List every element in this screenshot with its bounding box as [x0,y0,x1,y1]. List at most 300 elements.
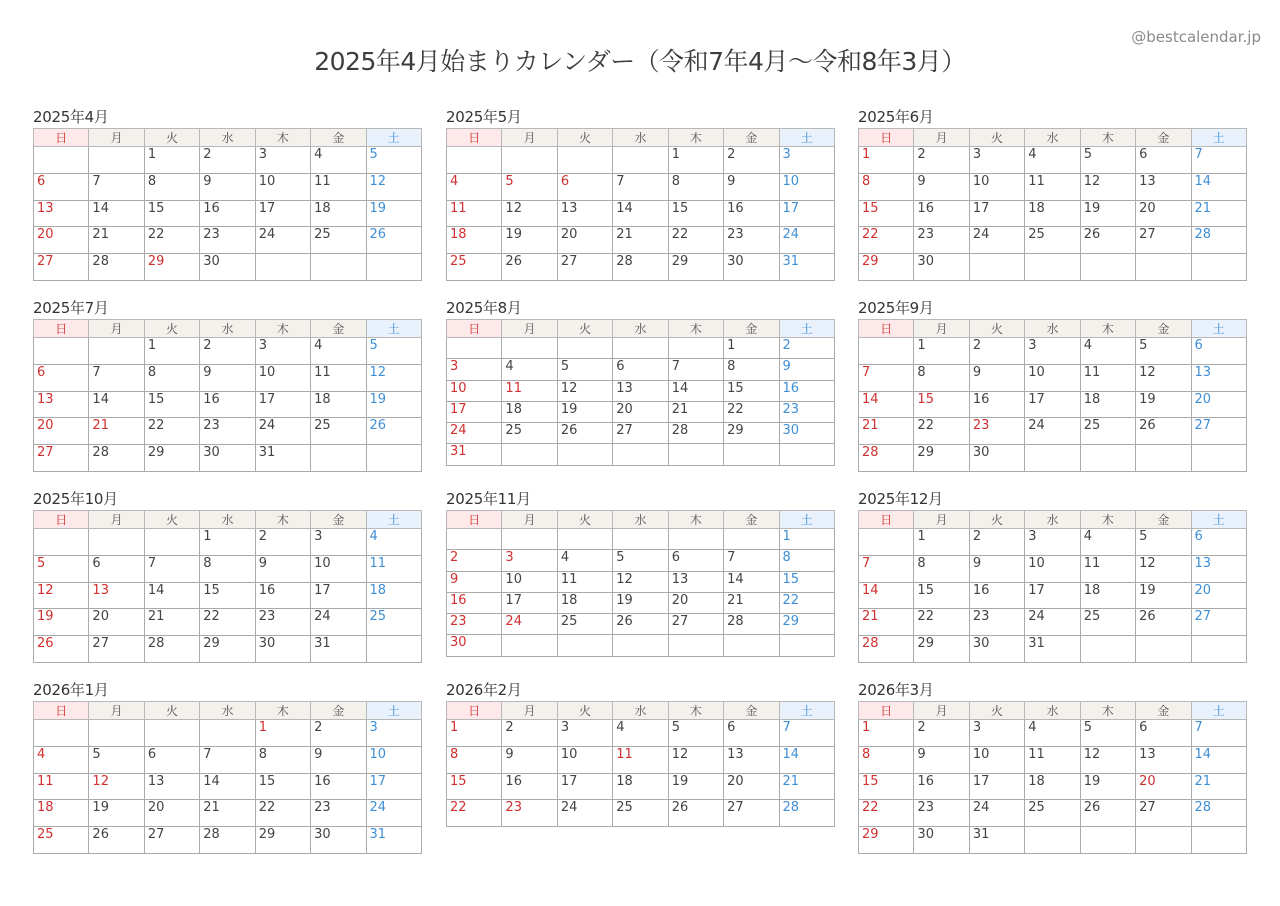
day-cell: 10 [557,746,612,773]
day-cell: 16 [255,582,310,609]
week-row [447,614,835,635]
day-cell: 8 [144,173,199,200]
day-cell: 19 [89,800,144,827]
weekday-header-row [859,702,1247,720]
day-cell: 7 [1191,147,1246,174]
month-title: 2025年11月 [446,490,531,508]
weekday-header: 水 [1025,511,1080,529]
weekday-header: 日 [447,702,502,720]
day-cell: 8 [724,359,779,380]
day-cell: 22 [668,227,723,254]
day-cell: 16 [200,200,255,227]
month-title: 2025年12月 [858,490,943,508]
day-cell: 21 [1191,200,1246,227]
day-cell: 28 [724,614,779,635]
weekday-header-row [34,702,422,720]
month-calendar [33,489,422,663]
day-cell: 19 [668,773,723,800]
day-cell: 18 [366,582,421,609]
weekday-header: 日 [859,129,914,147]
day-cell: 29 [779,614,834,635]
day-cell: 17 [502,592,557,613]
day-cell: 20 [724,773,779,800]
day-cell: 24 [557,800,612,827]
empty-day-cell [502,529,557,550]
empty-day-cell [447,338,502,359]
empty-day-cell [1025,254,1080,281]
day-cell: 3 [1025,529,1080,556]
day-cell: 5 [1136,529,1191,556]
week-row [447,444,835,465]
week-row [447,147,835,174]
day-cell: 25 [311,227,366,254]
day-cell: 9 [724,173,779,200]
week-row [859,364,1247,391]
day-cell: 2 [914,147,969,174]
month-title: 2025年8月 [446,299,522,317]
day-cell: 7 [668,359,723,380]
day-cell: 17 [969,200,1024,227]
day-cell: 18 [1080,391,1135,418]
day-cell: 4 [502,359,557,380]
day-cell: 21 [89,227,144,254]
day-cell: 15 [914,391,969,418]
month-title: 2025年10月 [33,490,118,508]
weekday-header: 木 [255,702,310,720]
day-cell: 13 [668,571,723,592]
day-cell: 22 [779,592,834,613]
day-cell: 7 [144,555,199,582]
weekday-header: 金 [1136,129,1191,147]
day-cell: 26 [34,636,89,663]
weekday-header: 火 [969,511,1024,529]
empty-day-cell [779,444,834,465]
day-cell: 26 [89,827,144,854]
day-cell: 18 [1080,582,1135,609]
day-cell: 28 [89,254,144,281]
empty-day-cell [557,338,612,359]
day-cell: 10 [311,555,366,582]
day-cell: 3 [779,147,834,174]
day-cell: 15 [914,582,969,609]
day-cell: 30 [969,445,1024,472]
week-row [447,359,835,380]
day-cell: 28 [779,800,834,827]
day-cell: 26 [366,418,421,445]
week-row [447,571,835,592]
weekday-header: 金 [724,511,779,529]
day-cell: 17 [779,200,834,227]
empty-day-cell [200,720,255,747]
day-cell: 12 [366,364,421,391]
day-cell: 17 [1025,582,1080,609]
week-row [34,227,422,254]
day-cell: 11 [366,555,421,582]
day-cell: 7 [613,173,668,200]
day-cell: 12 [1136,364,1191,391]
weekday-header: 木 [1080,702,1135,720]
day-cell: 29 [200,636,255,663]
day-cell: 12 [502,200,557,227]
empty-day-cell [502,635,557,656]
week-row [447,173,835,200]
day-cell: 28 [613,254,668,281]
weekday-header: 月 [89,702,144,720]
day-cell: 10 [255,173,310,200]
empty-day-cell [1025,445,1080,472]
day-cell: 3 [502,550,557,571]
day-cell: 26 [1136,418,1191,445]
month-calendar [33,680,422,854]
month-title: 2025年7月 [33,299,109,317]
empty-day-cell [668,338,723,359]
weekday-header-row [859,320,1247,338]
day-cell: 19 [1080,200,1135,227]
day-cell: 22 [724,401,779,422]
empty-day-cell [34,338,89,365]
day-cell: 26 [502,254,557,281]
day-cell: 6 [89,555,144,582]
day-cell: 13 [34,200,89,227]
empty-day-cell [89,720,144,747]
day-cell: 19 [557,401,612,422]
weekday-header: 水 [200,129,255,147]
day-cell: 21 [1191,773,1246,800]
day-cell: 3 [366,720,421,747]
day-cell: 4 [1080,529,1135,556]
empty-day-cell [1080,445,1135,472]
day-cell: 24 [447,423,502,444]
week-row [859,227,1247,254]
day-cell: 19 [1136,582,1191,609]
day-cell: 15 [779,571,834,592]
day-cell: 20 [1136,200,1191,227]
day-cell: 9 [200,364,255,391]
day-cell: 27 [34,445,89,472]
week-row [34,338,422,365]
day-cell: 11 [1080,555,1135,582]
day-cell: 14 [668,380,723,401]
day-cell: 25 [366,609,421,636]
empty-day-cell [502,444,557,465]
empty-day-cell [779,635,834,656]
day-cell: 11 [311,364,366,391]
day-cell: 12 [668,746,723,773]
day-cell: 31 [1025,636,1080,663]
day-cell: 13 [144,773,199,800]
day-cell: 18 [557,592,612,613]
day-cell: 9 [969,364,1024,391]
day-cell: 25 [502,423,557,444]
day-cell: 20 [34,227,89,254]
day-cell: 1 [668,147,723,174]
day-cell: 9 [447,571,502,592]
week-row [447,773,835,800]
day-cell: 5 [1080,147,1135,174]
day-cell: 18 [311,200,366,227]
weekday-header: 日 [34,511,89,529]
day-cell: 12 [34,582,89,609]
day-cell: 23 [311,800,366,827]
day-cell: 2 [502,720,557,747]
empty-day-cell [366,254,421,281]
week-row [34,200,422,227]
day-cell: 10 [969,746,1024,773]
day-cell: 17 [255,200,310,227]
day-cell: 28 [859,636,914,663]
day-cell: 19 [1080,773,1135,800]
day-cell: 7 [779,720,834,747]
day-cell: 6 [1136,720,1191,747]
day-cell: 31 [311,636,366,663]
day-cell: 12 [613,571,668,592]
day-cell: 23 [914,800,969,827]
day-cell: 27 [613,423,668,444]
day-cell: 15 [144,391,199,418]
empty-day-cell [613,147,668,174]
weekday-header: 金 [311,129,366,147]
week-row [34,827,422,854]
day-cell: 20 [668,592,723,613]
day-cell: 11 [447,200,502,227]
day-cell: 27 [1136,800,1191,827]
empty-day-cell [89,147,144,174]
day-cell: 16 [969,391,1024,418]
week-row [859,418,1247,445]
day-cell: 10 [502,571,557,592]
day-cell: 5 [34,555,89,582]
day-cell: 13 [1136,173,1191,200]
week-row [34,147,422,174]
empty-day-cell [34,529,89,556]
weekday-header: 火 [969,129,1024,147]
week-row [859,200,1247,227]
day-cell: 8 [447,746,502,773]
month-calendar [446,489,835,657]
day-cell: 23 [724,227,779,254]
day-cell: 27 [89,636,144,663]
day-cell: 3 [557,720,612,747]
day-cell: 16 [724,200,779,227]
month-grid [858,701,1247,854]
day-cell: 14 [779,746,834,773]
month-title: 2026年2月 [446,681,522,699]
day-cell: 1 [255,720,310,747]
day-cell: 20 [1191,391,1246,418]
day-cell: 15 [255,773,310,800]
weekday-header: 火 [557,511,612,529]
day-cell: 22 [255,800,310,827]
day-cell: 14 [613,200,668,227]
empty-day-cell [34,720,89,747]
month-calendar [858,680,1247,854]
empty-day-cell [447,529,502,550]
site-watermark: @bestcalendar.jp [1131,28,1261,46]
day-cell: 9 [779,359,834,380]
empty-day-cell [255,254,310,281]
month-grid [858,128,1247,281]
day-cell: 11 [1025,173,1080,200]
weekday-header-row [34,320,422,338]
day-cell: 4 [447,173,502,200]
day-cell: 9 [969,555,1024,582]
empty-day-cell [1136,254,1191,281]
day-cell: 7 [724,550,779,571]
week-row [34,609,422,636]
day-cell: 22 [447,800,502,827]
weekday-header: 火 [144,511,199,529]
day-cell: 22 [859,800,914,827]
day-cell: 30 [969,636,1024,663]
weekday-header-row [859,511,1247,529]
day-cell: 8 [144,364,199,391]
day-cell: 18 [502,401,557,422]
day-cell: 14 [859,391,914,418]
day-cell: 29 [859,254,914,281]
empty-day-cell [366,445,421,472]
weekday-header: 木 [668,320,723,338]
day-cell: 23 [255,609,310,636]
weekday-header: 木 [668,511,723,529]
day-cell: 1 [914,338,969,365]
month-calendar [446,107,835,281]
day-cell: 27 [1191,418,1246,445]
weekday-header: 月 [502,511,557,529]
day-cell: 6 [668,550,723,571]
weekday-header: 日 [447,129,502,147]
day-cell: 4 [366,529,421,556]
day-cell: 16 [311,773,366,800]
week-row [34,773,422,800]
weekday-header: 土 [1191,511,1246,529]
weekday-header: 日 [447,320,502,338]
week-row [859,800,1247,827]
month-grid [446,701,835,827]
day-cell: 16 [779,380,834,401]
day-cell: 15 [668,200,723,227]
weekday-header: 土 [1191,129,1246,147]
weekday-header: 土 [779,511,834,529]
day-cell: 15 [859,773,914,800]
weekday-header: 土 [779,702,834,720]
week-row [34,746,422,773]
empty-day-cell [1191,636,1246,663]
day-cell: 12 [557,380,612,401]
day-cell: 1 [859,147,914,174]
day-cell: 18 [447,227,502,254]
day-cell: 25 [1080,609,1135,636]
day-cell: 30 [779,423,834,444]
day-cell: 4 [613,720,668,747]
day-cell: 18 [613,773,668,800]
week-row [447,401,835,422]
empty-day-cell [668,635,723,656]
weekday-header: 金 [724,129,779,147]
day-cell: 18 [1025,200,1080,227]
weekday-header: 月 [502,702,557,720]
empty-day-cell [668,444,723,465]
day-cell: 1 [859,720,914,747]
weekday-header: 火 [144,129,199,147]
empty-day-cell [1136,445,1191,472]
weekday-header-row [34,511,422,529]
month-grid [446,319,835,466]
day-cell: 11 [502,380,557,401]
weekday-header: 火 [557,702,612,720]
week-row [447,338,835,359]
week-row [34,800,422,827]
day-cell: 4 [311,147,366,174]
weekday-header: 水 [200,320,255,338]
day-cell: 17 [311,582,366,609]
day-cell: 25 [447,254,502,281]
day-cell: 8 [200,555,255,582]
weekday-header: 火 [144,702,199,720]
day-cell: 23 [447,614,502,635]
week-row [859,338,1247,365]
day-cell: 2 [200,338,255,365]
weekday-header: 木 [668,702,723,720]
week-row [447,635,835,656]
day-cell: 28 [668,423,723,444]
day-cell: 26 [1080,227,1135,254]
day-cell: 6 [144,746,199,773]
month-title: 2025年5月 [446,108,522,126]
day-cell: 19 [502,227,557,254]
week-row [34,582,422,609]
day-cell: 21 [724,592,779,613]
day-cell: 20 [34,418,89,445]
weekday-header: 日 [34,702,89,720]
weekday-header-row [447,320,835,338]
day-cell: 24 [255,227,310,254]
weekday-header: 月 [89,320,144,338]
weekday-header: 金 [1136,320,1191,338]
day-cell: 2 [447,550,502,571]
day-cell: 18 [311,391,366,418]
day-cell: 6 [724,720,779,747]
day-cell: 6 [1191,529,1246,556]
week-row [447,550,835,571]
day-cell: 21 [613,227,668,254]
day-cell: 26 [668,800,723,827]
empty-day-cell [557,147,612,174]
day-cell: 13 [89,582,144,609]
day-cell: 30 [255,636,310,663]
day-cell: 23 [200,227,255,254]
day-cell: 23 [969,609,1024,636]
day-cell: 4 [1080,338,1135,365]
weekday-header-row [447,511,835,529]
day-cell: 31 [366,827,421,854]
week-row [34,720,422,747]
day-cell: 4 [311,338,366,365]
day-cell: 4 [1025,720,1080,747]
day-cell: 8 [255,746,310,773]
empty-day-cell [366,636,421,663]
day-cell: 30 [914,827,969,854]
weekday-header: 木 [1080,129,1135,147]
day-cell: 5 [668,720,723,747]
empty-day-cell [724,529,779,550]
weekday-header: 水 [1025,320,1080,338]
day-cell: 21 [89,418,144,445]
day-cell: 17 [969,773,1024,800]
day-cell: 2 [779,338,834,359]
day-cell: 23 [914,227,969,254]
day-cell: 23 [779,401,834,422]
weekday-header: 月 [914,129,969,147]
